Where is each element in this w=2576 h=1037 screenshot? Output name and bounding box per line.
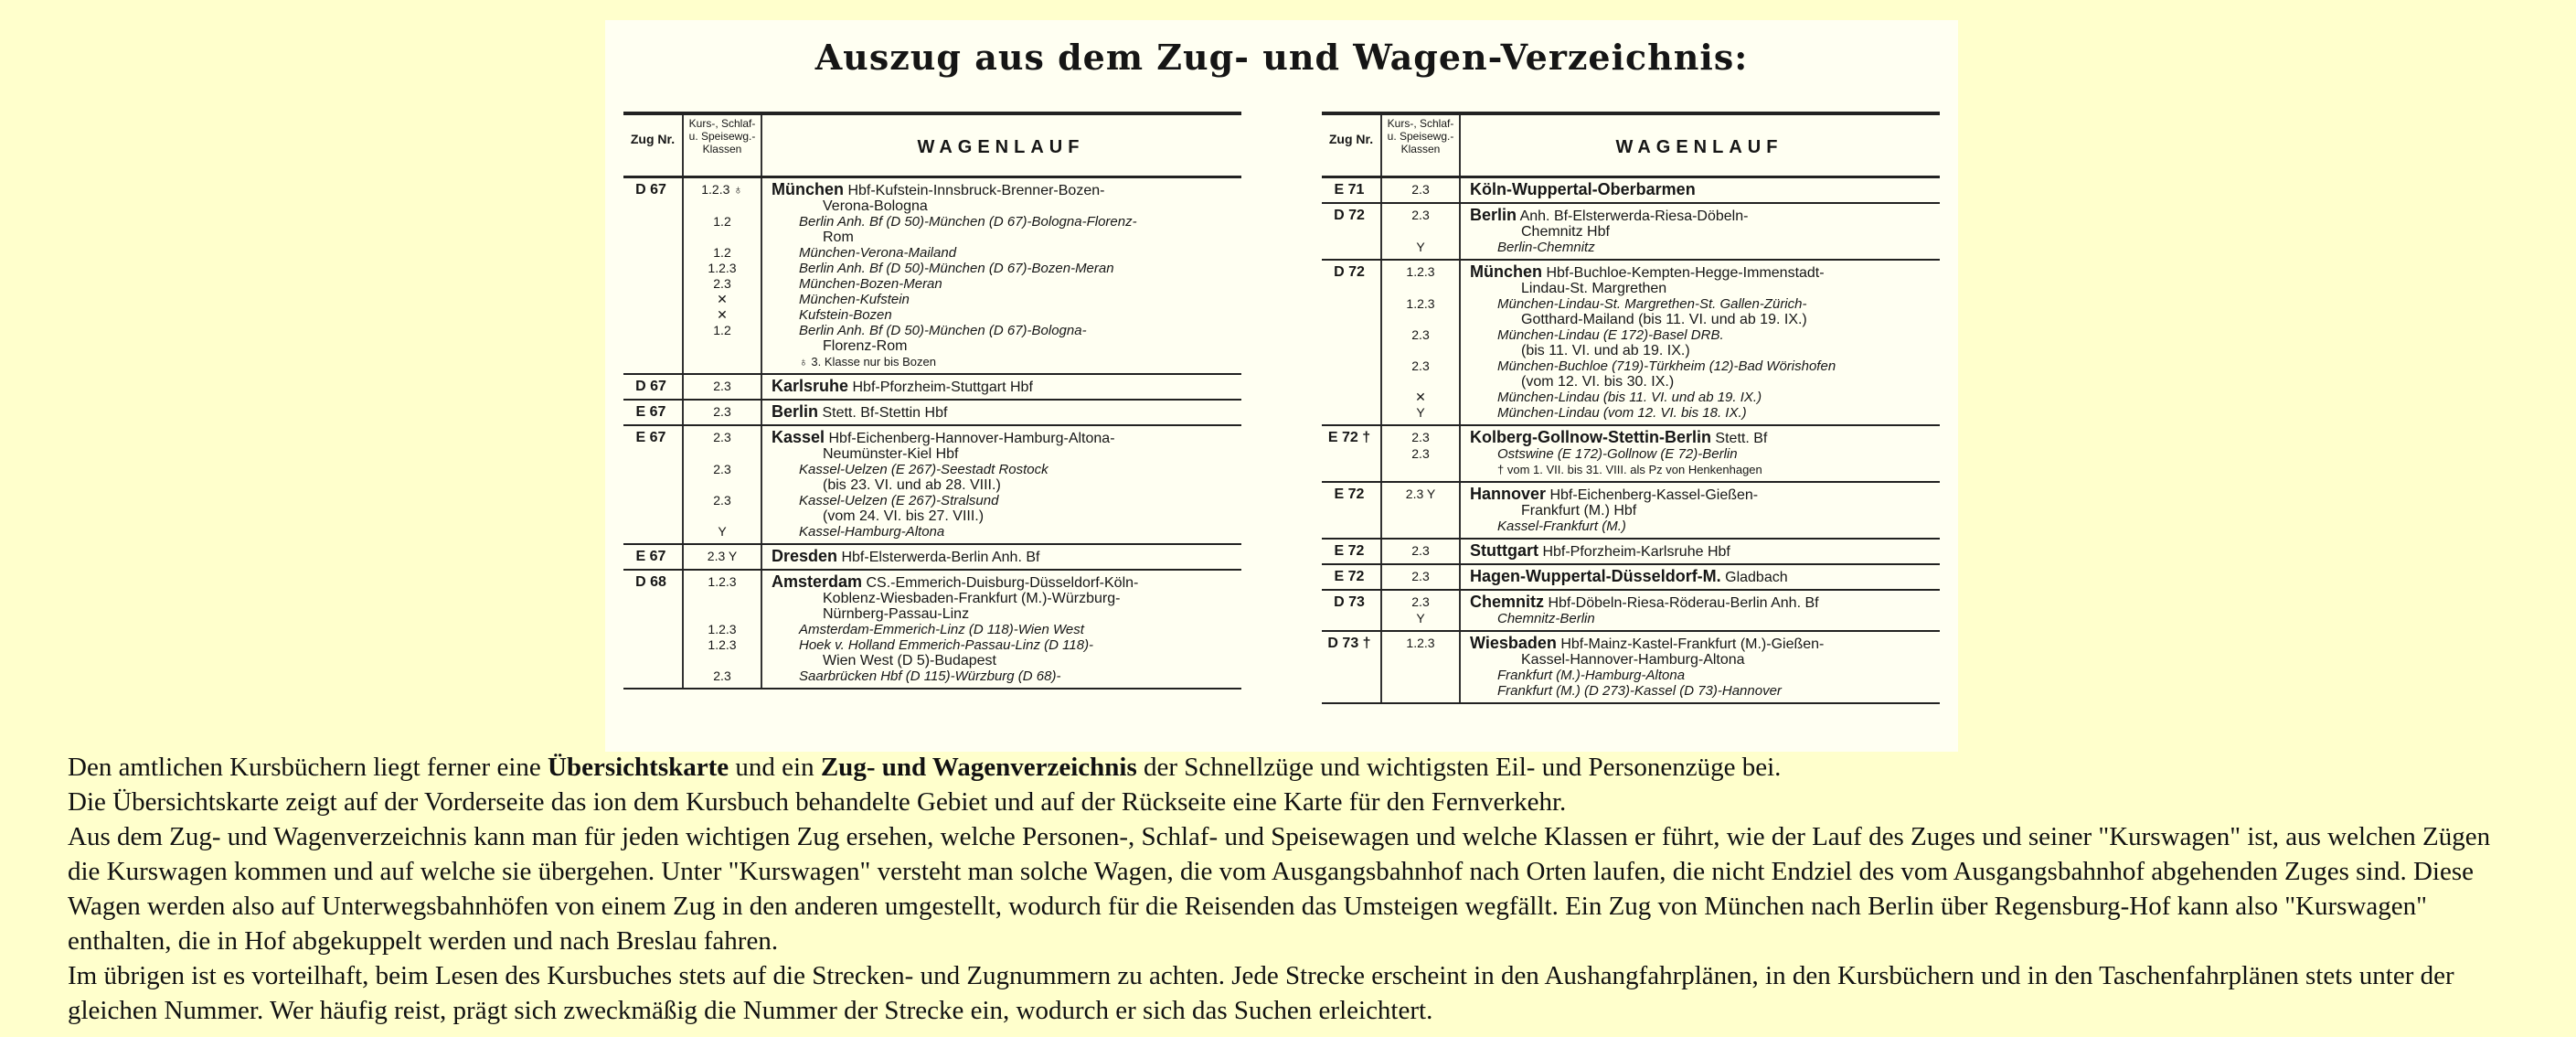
class-cell: 1.2.3 — [708, 637, 737, 652]
table-row — [623, 276, 1241, 292]
table-row — [623, 230, 1241, 245]
train-group — [623, 545, 1241, 571]
scan-title: Auszug aus dem Zug- und Wagen-Verzeichnis: — [814, 37, 1749, 78]
train-group — [1322, 591, 1940, 632]
table-row — [1322, 486, 1940, 503]
class-cell: 1.2.3 — [1406, 636, 1435, 650]
class-cell: 2.3 — [1411, 327, 1430, 342]
class-cell: 2.3 — [1411, 543, 1430, 558]
class-cell: 1.2.3 — [708, 574, 737, 589]
class-cell: 2.3 — [713, 276, 731, 291]
table-row — [1322, 611, 1940, 626]
table-row — [623, 591, 1241, 606]
table-row — [1322, 343, 1940, 358]
header-zug: Zug Nr. — [1328, 132, 1374, 146]
class-cell: Y — [1416, 405, 1425, 420]
class-cell: Y — [718, 524, 727, 539]
route-cell: München-Buchloe (719)-Türkheim (12)-Bad Wörishofen — [1497, 358, 1836, 374]
table-row — [623, 292, 1241, 307]
table-row — [1322, 594, 1940, 611]
bold-term: Zug- und Wagenverzeichnis — [820, 753, 1137, 782]
class-cell: Y — [1416, 611, 1425, 625]
table-row — [623, 493, 1241, 508]
train-group — [1322, 565, 1940, 591]
train-group — [1322, 426, 1940, 483]
table-header — [1322, 112, 1940, 178]
class-cell: 1.2 — [713, 214, 731, 229]
route-cell: München-Lindau (bis 11. VI. und ab 19. IX.) — [1497, 390, 1762, 405]
class-cell: 2.3 — [713, 462, 731, 476]
route-cell: Kassel-Uelzen (E 267)-Seestadt Rostock — [799, 462, 1048, 477]
train-number: E 67 — [635, 430, 666, 445]
train-group — [623, 178, 1241, 375]
table-row — [623, 245, 1241, 261]
route-cell: Amsterdam CS.-Emmerich-Duisburg-Düsseldorf-Köln- — [772, 572, 1139, 591]
table-row — [1322, 240, 1940, 255]
class-cell: 2.3 Y — [707, 549, 738, 563]
right-train-table — [1322, 112, 1940, 704]
route-cell: (bis 23. VI. und ab 28. VIII.) — [823, 477, 1001, 493]
train-group — [623, 426, 1241, 545]
route-cell: Berlin Anh. Bf-Elsterwerda-Riesa-Döbeln- — [1470, 206, 1749, 224]
table-row — [623, 574, 1241, 591]
table-row — [1322, 503, 1940, 518]
route-cell: Chemnitz Hbf — [1521, 224, 1610, 240]
table-row — [623, 622, 1241, 637]
route-cell: Köln-Wuppertal-Oberbarmen — [1470, 180, 1696, 198]
route-cell: Hannover Hbf-Eichenberg-Kassel-Gießen- — [1470, 485, 1759, 503]
left-train-table — [623, 112, 1241, 690]
bold-term: Übersichtskarte — [548, 753, 729, 782]
train-group — [1322, 632, 1940, 704]
table-row — [1322, 543, 1940, 560]
train-number: E 72 — [1334, 486, 1365, 502]
train-group — [623, 571, 1241, 690]
route-cell: Frankfurt (M.)-Hamburg-Altona — [1497, 668, 1686, 683]
route-cell: Neumünster-Kiel Hbf — [823, 446, 959, 462]
table-row — [623, 404, 1241, 421]
class-cell: Y — [1416, 240, 1425, 254]
route-cell: Berlin Anh. Bf (D 50)-München (D 67)-Bologna- — [799, 323, 1087, 338]
table-row — [623, 214, 1241, 230]
table-row — [1322, 264, 1940, 281]
table-row — [623, 307, 1241, 323]
table-row — [1322, 390, 1940, 405]
route-cell: Florenz-Rom — [823, 338, 908, 354]
table-row — [623, 653, 1241, 668]
header-wagenlauf: WAGENLAUF — [1615, 137, 1783, 157]
table-row — [1322, 374, 1940, 390]
train-group — [623, 375, 1241, 401]
route-cell: Amsterdam-Emmerich-Linz (D 118)-Wien West — [799, 622, 1084, 637]
train-number: D 72 — [1334, 264, 1365, 280]
class-cell: 2.3 — [713, 404, 731, 419]
paragraph-3: Aus dem Zug- und Wagenverzeichnis kann man für jeden wichtigen Zug ersehen, welche Personen-, Schlaf- und Speisewagen und welche Klassen er führt, wie der Lauf des Zuges und seiner "Kurswagen" ist, aus welchen Zügen die Kurswagen kommen und auf welche sie übergehen. Unter "Kurswagen" versteht man solche Wagen, die vom Ausgangsbahnhof nach Orten laufen, die nicht Endziel des vom Ausgangsbahnhof abgehenden Zuges sind. Diese Wagen werden also auf Unterwegsbahnhöfen von einem Zug in den anderen umgestellt, wodurch für die Reisenden das Umsteigen wegfällt. Ein Zug von München nach Berlin über Regensburg-Hof kann also "Kurswagen" enthalten, die in Hof abgekuppelt werden und nach Breslau fahren. — [68, 822, 2491, 956]
table-row — [1322, 208, 1940, 224]
train-number: D 68 — [635, 574, 666, 590]
table-row — [623, 354, 1241, 369]
route-cell: Kufstein-Bozen — [799, 307, 892, 323]
route-cell: München-Verona-Mailand — [799, 245, 957, 261]
table-row — [623, 477, 1241, 493]
table-row — [623, 261, 1241, 276]
table-row — [1322, 281, 1940, 296]
route-cell: München-Bozen-Meran — [799, 276, 942, 292]
table-row — [1322, 668, 1940, 683]
route-cell: Koblenz-Wiesbaden-Frankfurt (M.)-Würzburg- — [823, 591, 1121, 606]
route-cell: (bis 11. VI. und ab 19. IX.) — [1521, 343, 1690, 358]
table-row — [623, 182, 1241, 198]
train-number: D 73 — [1334, 594, 1365, 610]
class-cell: 2.3 — [713, 668, 731, 683]
route-cell: Nürnberg-Passau-Linz — [823, 606, 970, 622]
table-row — [623, 637, 1241, 653]
header-kurs: Kurs-, Schlaf- u. Speisewg.- Klassen — [1387, 117, 1454, 155]
class-cell: 2.3 Y — [1405, 486, 1436, 501]
table-row — [623, 606, 1241, 622]
class-cell: 1.2.3 — [1406, 296, 1435, 311]
table-row — [1322, 430, 1940, 446]
route-cell: ♁ 3. Klasse nur bis Bozen — [799, 355, 936, 369]
table-row — [1322, 358, 1940, 374]
route-cell: Berlin Stett. Bf-Stettin Hbf — [772, 402, 948, 421]
class-cell: ✕ — [717, 307, 728, 322]
route-cell: (vom 24. VI. bis 27. VIII.) — [823, 508, 985, 524]
class-cell: 2.3 — [1411, 430, 1430, 444]
route-cell: Kassel-Hannover-Hamburg-Altona — [1521, 652, 1745, 668]
class-cell: 2.3 — [713, 379, 731, 393]
route-cell: (vom 12. VI. bis 30. IX.) — [1521, 374, 1675, 390]
header-kurs: Kurs-, Schlaf- u. Speisewg.- Klassen — [688, 117, 756, 155]
route-cell: Chemnitz-Berlin — [1497, 611, 1595, 626]
route-cell: Kassel-Uelzen (E 267)-Stralsund — [799, 493, 999, 508]
table-row — [1322, 224, 1940, 240]
table-row — [1322, 405, 1940, 421]
class-cell: 1.2.3 — [708, 622, 737, 636]
train-group — [1322, 204, 1940, 261]
paragraph-2: Die Übersichtskarte zeigt auf der Vorderseite das ion dem Kursbuch behandelte Gebiet und auf der Rückseite eine Karte für den Fernverkehr. — [68, 787, 1567, 817]
table-row — [623, 323, 1241, 338]
route-cell: Ostswine (E 172)-Gollnow (E 72)-Berlin — [1497, 446, 1738, 462]
class-cell: 2.3 — [713, 430, 731, 444]
table-row — [623, 338, 1241, 354]
route-cell: Kassel Hbf-Eichenberg-Hannover-Hamburg-Altona- — [772, 428, 1115, 446]
route-cell: Hagen-Wuppertal-Düsseldorf-M. Gladbach — [1470, 567, 1788, 585]
route-cell: Kolberg-Gollnow-Stettin-Berlin Stett. Bf — [1470, 428, 1768, 446]
class-cell: 2.3 — [1411, 182, 1430, 197]
table-row — [623, 379, 1241, 395]
table-row — [1322, 327, 1940, 343]
route-cell: Hoek v. Holland Emmerich-Passau-Linz (D 118)- — [799, 637, 1094, 653]
route-cell: Kassel-Hamburg-Altona — [799, 524, 945, 540]
class-cell: 2.3 — [1411, 358, 1430, 373]
class-cell: 1.2.3 — [1406, 264, 1435, 279]
table-row — [623, 462, 1241, 477]
route-cell: München-Lindau (vom 12. VI. bis 18. IX.) — [1497, 405, 1747, 421]
route-cell: Dresden Hbf-Elsterwerda-Berlin Anh. Bf — [772, 547, 1040, 565]
table-row — [1322, 683, 1940, 699]
left-table-body — [623, 178, 1241, 690]
class-cell: 1.2 — [713, 245, 731, 260]
route-cell: Berlin-Chemnitz — [1497, 240, 1595, 255]
train-number: D 72 — [1334, 208, 1365, 223]
route-cell: München Hbf-Buchloe-Kempten-Hegge-Immenstadt- — [1470, 262, 1825, 281]
route-cell: Verona-Bologna — [823, 198, 928, 214]
train-number: E 72 † — [1327, 430, 1371, 445]
train-number: E 72 — [1334, 543, 1365, 559]
route-cell: † vom 1. VII. bis 31. VIII. als Pz von Henkenhagen — [1497, 463, 1762, 476]
train-group — [1322, 483, 1940, 540]
table-row — [623, 668, 1241, 684]
table-row — [623, 198, 1241, 214]
table-row — [1322, 636, 1940, 652]
table-row — [1322, 296, 1940, 312]
class-cell: 2.3 — [1411, 208, 1430, 222]
train-number: E 67 — [635, 549, 666, 564]
train-number: E 71 — [1334, 182, 1365, 198]
header-zug: Zug Nr. — [630, 132, 676, 146]
class-cell: ✕ — [1415, 390, 1426, 404]
class-cell: 2.3 — [1411, 446, 1430, 461]
table-row — [1322, 182, 1940, 198]
table-row — [1322, 312, 1940, 327]
route-cell: Wiesbaden Hbf-Mainz-Kastel-Frankfurt (M.)-Gießen- — [1470, 634, 1825, 652]
table-row — [1322, 518, 1940, 534]
route-cell: Frankfurt (M.) (D 273)-Kassel (D 73)-Hannover — [1497, 683, 1782, 699]
train-group — [1322, 261, 1940, 426]
route-cell: München-Lindau (E 172)-Basel DRB. — [1497, 327, 1724, 343]
route-cell: Rom — [823, 230, 854, 245]
route-cell: Lindau-St. Margrethen — [1521, 281, 1667, 296]
class-cell: 1.2.3 — [708, 261, 737, 275]
table-row — [623, 524, 1241, 540]
train-number: D 73 † — [1327, 636, 1371, 651]
table-row — [623, 508, 1241, 524]
train-number: E 67 — [635, 404, 666, 420]
table-row — [1322, 446, 1940, 462]
table-header — [623, 112, 1241, 178]
right-table-body — [1322, 178, 1940, 704]
route-cell: München-Kufstein — [799, 292, 910, 307]
table-row — [1322, 652, 1940, 668]
route-cell: Berlin Anh. Bf (D 50)-München (D 67)-Bologna-Florenz- — [799, 214, 1137, 230]
route-cell: Saarbrücken Hbf (D 115)-Würzburg (D 68)- — [799, 668, 1061, 684]
train-number: D 67 — [635, 182, 666, 198]
train-group — [623, 401, 1241, 426]
class-cell: 2.3 — [1411, 569, 1430, 583]
route-cell: Stuttgart Hbf-Pforzheim-Karlsruhe Hbf — [1470, 541, 1730, 560]
route-cell: Karlsruhe Hbf-Pforzheim-Stuttgart Hbf — [772, 377, 1033, 395]
route-cell: Wien West (D 5)-Budapest — [823, 653, 996, 668]
paragraph-4: Im übrigen ist es vorteilhaft, beim Lesen des Kursbuches stets auf die Strecken- und Zugnummern zu achten. Jede Strecke erscheint in den Aushangfahrplänen, in den Kursbüchern und in den Taschenfahrplänen stets unter der gleichen Nummer. Wer häufig reist, prägt sich zweckmäßig die Nummer der Strecke ein, wodurch er sich das Suchen erleichtert. — [68, 961, 2454, 1025]
table-row — [623, 549, 1241, 565]
train-number: E 72 — [1334, 569, 1365, 584]
table-row — [623, 446, 1241, 462]
scanned-timetable-image — [605, 20, 1958, 752]
body-text — [68, 750, 2527, 1028]
train-number: D 67 — [635, 379, 666, 394]
table-row — [623, 430, 1241, 446]
table-row — [1322, 569, 1940, 585]
table-row — [1322, 462, 1940, 477]
route-cell: Chemnitz Hbf-Döbeln-Riesa-Röderau-Berlin Anh. Bf — [1470, 593, 1819, 611]
route-cell: Berlin Anh. Bf (D 50)-München (D 67)-Bozen-Meran — [799, 261, 1114, 276]
class-cell: 1.2.3 ♁ — [701, 182, 743, 197]
header-wagenlauf: WAGENLAUF — [917, 137, 1085, 157]
route-cell: Kassel-Frankfurt (M.) — [1497, 518, 1626, 534]
train-group — [1322, 178, 1940, 204]
class-cell: ✕ — [717, 292, 728, 306]
class-cell: 2.3 — [713, 493, 731, 508]
route-cell: Gotthard-Mailand (bis 11. VI. und ab 19. IX.) — [1521, 312, 1807, 327]
paragraph-1: Den amtlichen Kursbüchern liegt ferner eine Übersichtskarte und ein Zug- und Wagenverzeichnis der Schnellzüge und wichtigsten Eil- und Personenzüge bei. — [68, 753, 1782, 782]
class-cell: 1.2 — [713, 323, 731, 337]
class-cell: 2.3 — [1411, 594, 1430, 609]
route-cell: München Hbf-Kufstein-Innsbruck-Brenner-Bozen- — [772, 180, 1105, 198]
train-group — [1322, 540, 1940, 565]
route-cell: Frankfurt (M.) Hbf — [1521, 503, 1637, 518]
route-cell: München-Lindau-St. Margrethen-St. Gallen-Zürich- — [1497, 296, 1807, 312]
